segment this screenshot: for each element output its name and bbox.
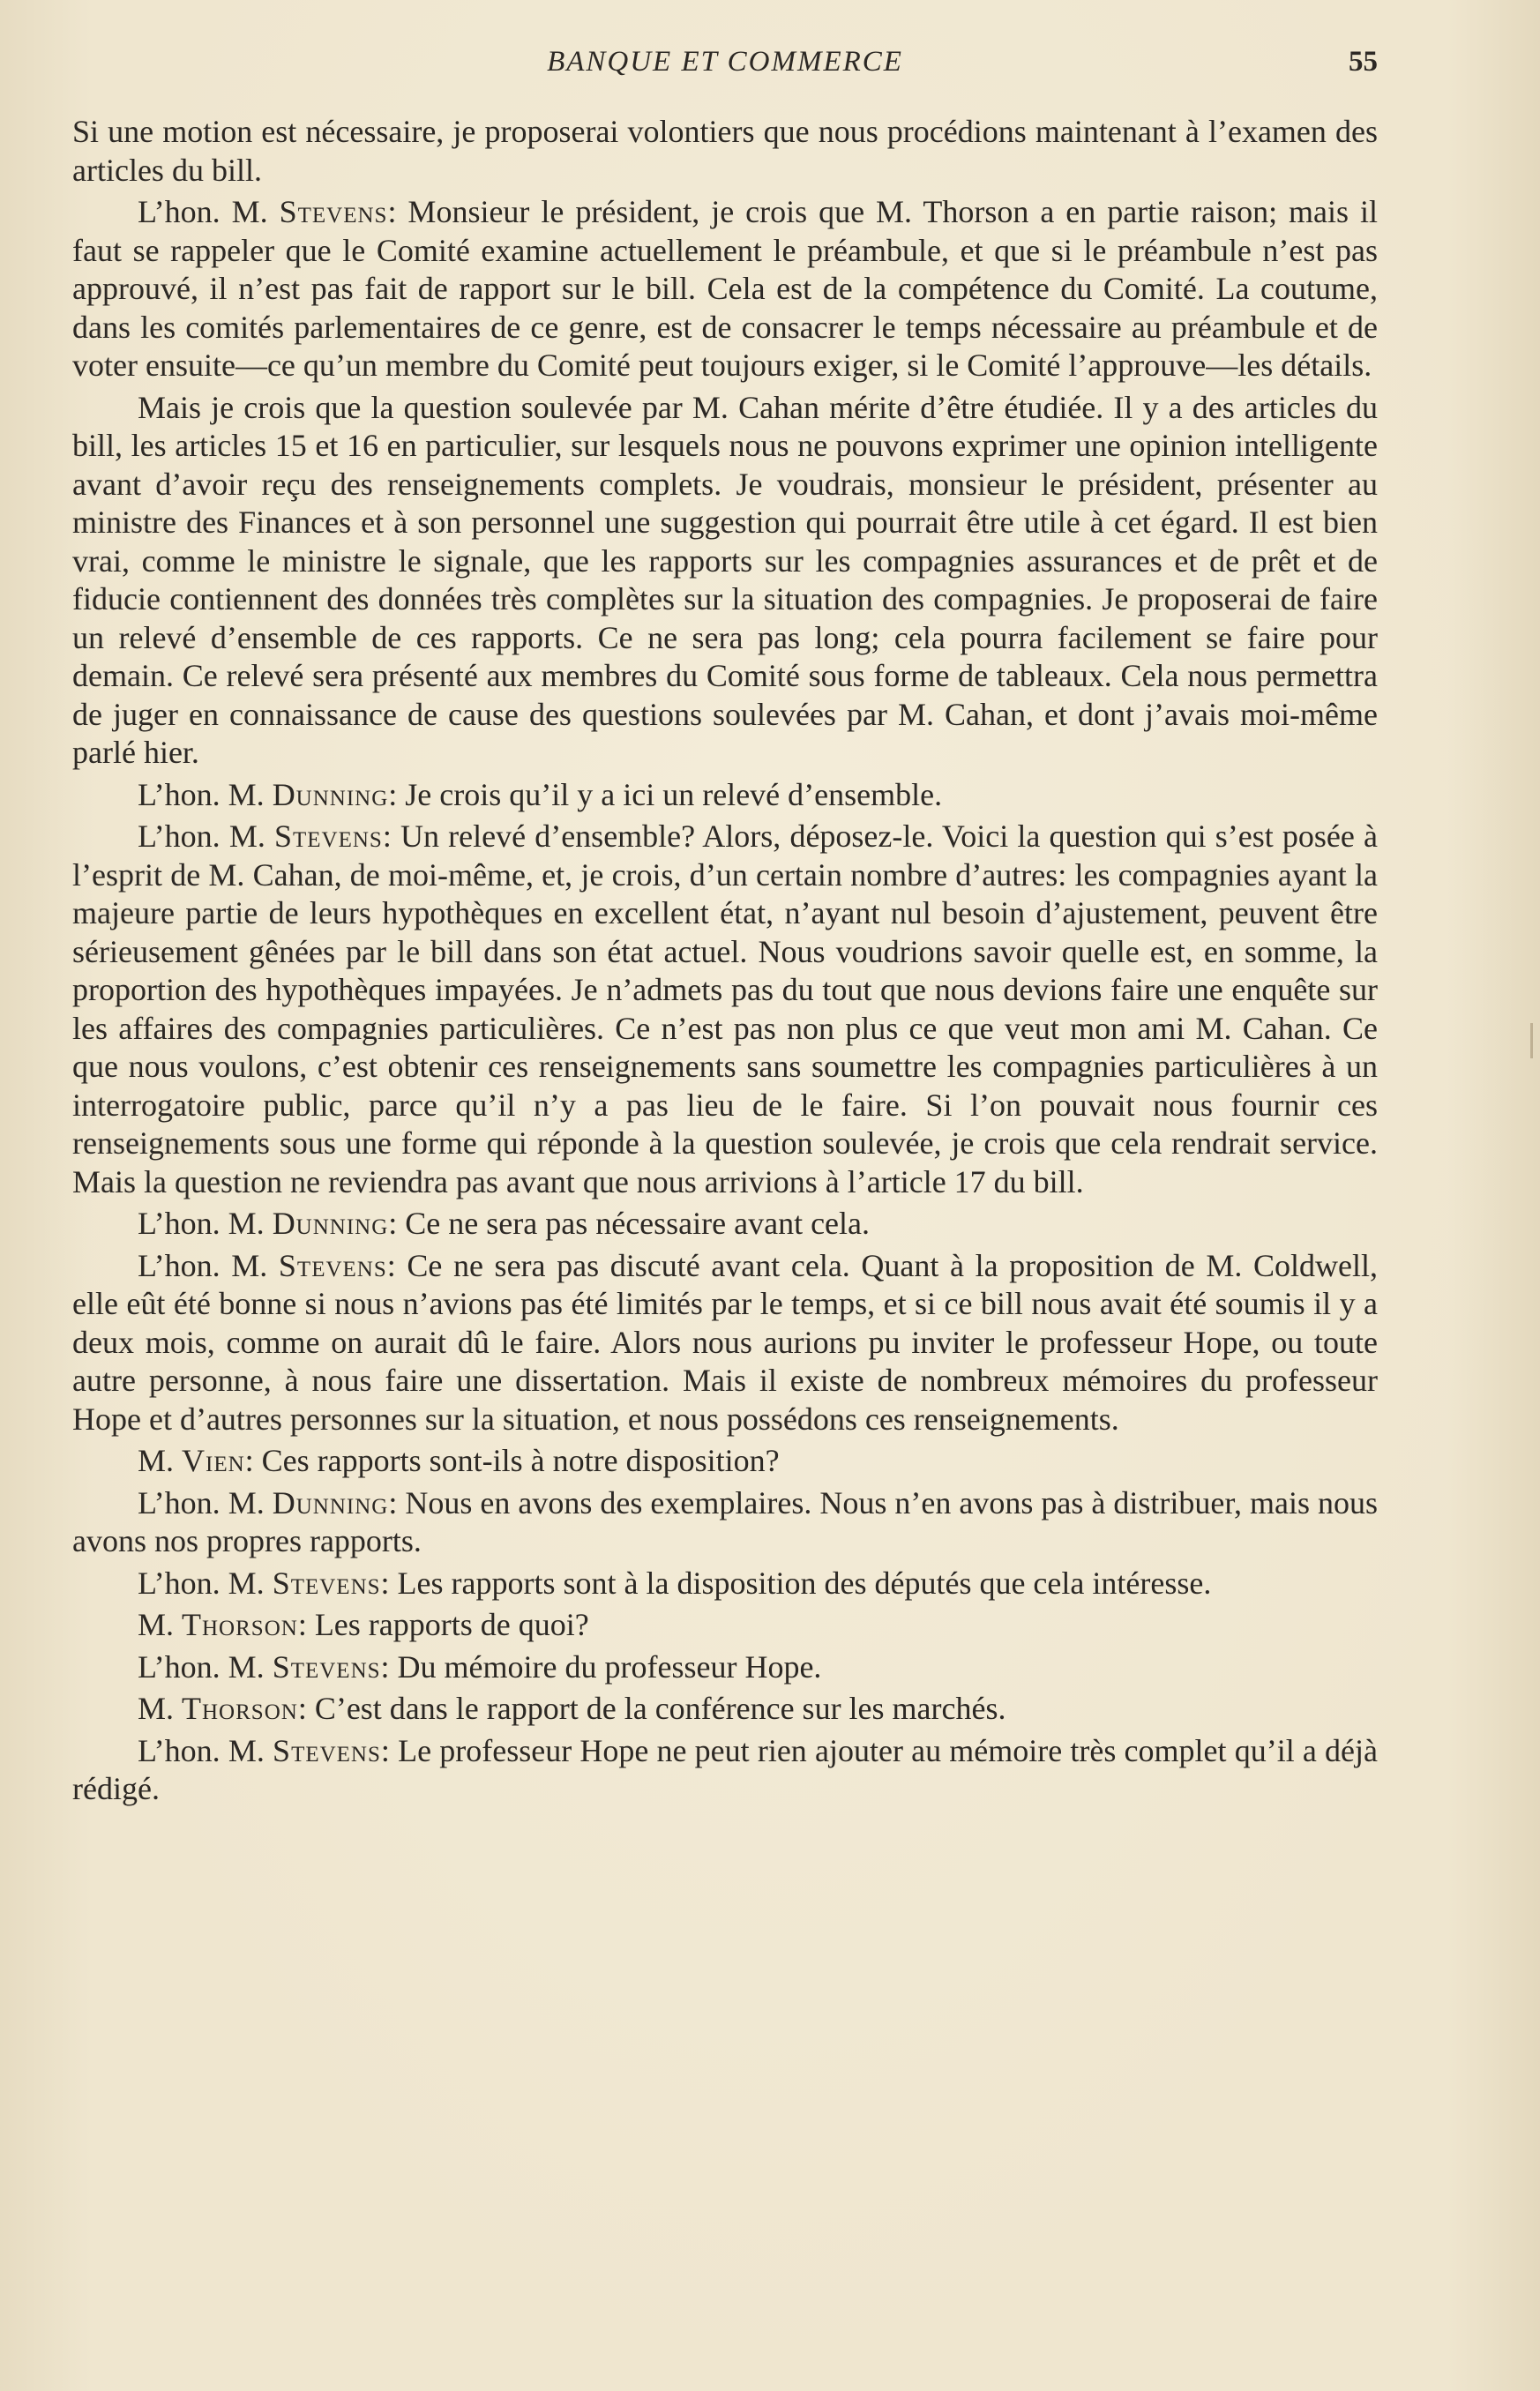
paragraph-text: Mais je crois que la question soulevée par M. Cahan mérite d’être étudiée. Il y a des articles du bill, les articles 15 et 16 en particulier, sur lesquels nous ne pouvons exprimer une opinion intelligente avant d’avoir reçu des renseignements complets. Je voudrais, monsieur le président, présenter au ministre des Finances et à son personnel une suggestion qui pourrait être utile à cet égard. Il est bien vrai, comme le ministre le signale, que les rapports sur les compagnies assurances et de prêt et de fiducie contiennent des données très complètes sur la situation des compagnies. Je proposerai de faire un relevé d’ensemble de ces rapports. Ce ne sera pas long; cela pourra facilement se faire pour demain. Ce relevé sera présenté aux membres du Comité sous forme de tableaux. Cela nous permettra de juger en connaissance de cause des questions soulevées par M. Cahan, et dont j’avais moi-même parlé hier.	[72, 389, 1378, 770]
speaker-name: Stevens	[273, 1732, 381, 1768]
speaker-prefix: L’hon. M.	[138, 776, 273, 812]
paragraph	[72, 1606, 1378, 1645]
paragraph-text: : Du mémoire du professeur Hope.	[380, 1648, 822, 1685]
speaker-prefix: L’hon. M.	[138, 194, 280, 229]
paragraph	[72, 1247, 1378, 1439]
paragraph	[72, 1484, 1378, 1561]
paragraph-text: : Un relevé d’ensemble? Alors, déposez-le. Voici la question qui s’est posée à l’esprit de M. Cahan, de moi-même, et, je crois, d’un certain nombre d’autres: les compagnies ayant la majeure partie de leurs hypothèques en excellent état, n’ayant nul besoin d’ajustement, peuvent être sérieusement gênées par le bill dans son état actuel. Nous voudrions savoir quelle est, en somme, la proportion des hypothèques impayées. Je n’admets pas du tout que nous devions faire une enquête sur les affaires des compagnies particulières. Ce n’est pas non plus ce que veut mon ami M. Cahan. Ce que nous voulons, c’est obtenir ces renseignements sans soumettre les compagnies particulières à un interrogatoire public, parce qu’il n’y a pas lieu de le faire. Si l’on pouvait nous fournir ces renseignements sous une forme qui réponde à la question soulevée, je crois que cela rendrait service. Mais la question ne reviendra pas avant que nous arrivions à l’article 17 du bill.	[72, 818, 1378, 1199]
speaker-prefix: M.	[138, 1607, 183, 1642]
paragraph-text: : Ce ne sera pas discuté avant cela. Quant à la proposition de M. Coldwell, elle eût été bonne si nous n’avions pas été limités par le temps, et si ce bill nous avait été soumis il y a deux mois, comme on aurait dû le faire. Alors nous aurions pu inviter le professeur Hope, ou toute autre personne, à nous faire une dissertation. Mais il existe de nombreux mémoires du professeur Hope et d’autres personnes sur la situation, et nous possédons ces renseignements.	[72, 1247, 1378, 1437]
running-head: BANQUE ET COMMERCE	[547, 46, 903, 78]
speaker-prefix: L’hon. M.	[138, 1565, 273, 1601]
speaker-prefix: M.	[138, 1443, 183, 1478]
paragraph	[72, 389, 1378, 773]
paragraph	[72, 1442, 1378, 1481]
paragraph	[72, 193, 1378, 385]
paragraph	[72, 1648, 1378, 1687]
speaker-prefix: M.	[138, 1691, 183, 1726]
speaker-prefix: L’hon. M.	[138, 1484, 273, 1521]
paragraph-text: : Les rapports sont à la disposition des députés que cela intéresse.	[380, 1565, 1212, 1601]
paragraph-text: : Le professeur Hope ne peut rien ajouter au mémoire très complet qu’il a déjà rédigé.	[72, 1732, 1378, 1806]
speaker-name: Vien	[182, 1443, 245, 1478]
speaker-name: Stevens	[272, 1565, 381, 1601]
speaker-prefix: L’hon. M.	[138, 1732, 273, 1768]
page-number: 55	[1349, 46, 1378, 78]
paragraph	[72, 818, 1378, 1201]
speaker-name: Dunning	[272, 1484, 389, 1521]
paragraph-text: : Les rapports de quoi?	[297, 1607, 589, 1642]
paragraph	[72, 113, 1378, 190]
speaker-name: Stevens	[278, 1247, 387, 1283]
paragraph	[72, 776, 1378, 815]
speaker-name: Thorson	[182, 1607, 298, 1642]
body-text	[72, 113, 1378, 1812]
speaker-name: Dunning	[272, 1206, 389, 1241]
speaker-name: Thorson	[182, 1691, 298, 1726]
speaker-name: Stevens	[272, 1648, 381, 1685]
speaker-prefix: L’hon. M.	[138, 818, 274, 854]
paragraph-text: : Nous en avons des exemplaires. Nous n’en avons pas à distribuer, mais nous avons nos propres rapports.	[72, 1484, 1378, 1558]
paragraph-text: : Je crois qu’il y a ici un relevé d’ensemble.	[388, 776, 943, 812]
paragraph-text: Si une motion est nécessaire, je proposerai volontiers que nous procédions maintenant à l’examen des articles du bill.	[72, 114, 1378, 188]
paragraph-text: : C’est dans le rapport de la conférence sur les marchés.	[297, 1691, 1006, 1726]
paragraph-text: : Ce ne sera pas nécessaire avant cela.	[388, 1206, 871, 1241]
scan-mark	[1530, 1023, 1533, 1058]
paragraph	[72, 1205, 1378, 1244]
speaker-prefix: L’hon. M.	[138, 1648, 273, 1685]
paragraph	[72, 1565, 1378, 1603]
speaker-prefix: L’hon. M.	[138, 1206, 273, 1241]
paragraph	[72, 1690, 1378, 1729]
paragraph-text: : Monsieur le président, je crois que M. Thorson a en partie raison; mais il faut se rappeler que le Comité examine actuellement le préambule, et que si le préambule n’est pas approuvé, il n’est pas fait de rapport sur le bill. Cela est de la compétence du Comité. La coutume, dans les comités parlementaires de ce genre, est de consacrer le temps nécessaire au préambule et de voter ensuite—ce qu’un membre du Comité peut toujours exiger, si le Comité l’approuve—les détails.	[72, 194, 1378, 383]
paragraph	[72, 1732, 1378, 1809]
speaker-name: Stevens	[273, 818, 383, 854]
page-header	[72, 46, 1378, 90]
speaker-name: Dunning	[272, 776, 389, 812]
speaker-name: Stevens	[279, 194, 388, 229]
speaker-prefix: L’hon. M.	[138, 1247, 279, 1283]
paragraph-text: : Ces rapports sont-ils à notre disposition?	[244, 1443, 780, 1478]
